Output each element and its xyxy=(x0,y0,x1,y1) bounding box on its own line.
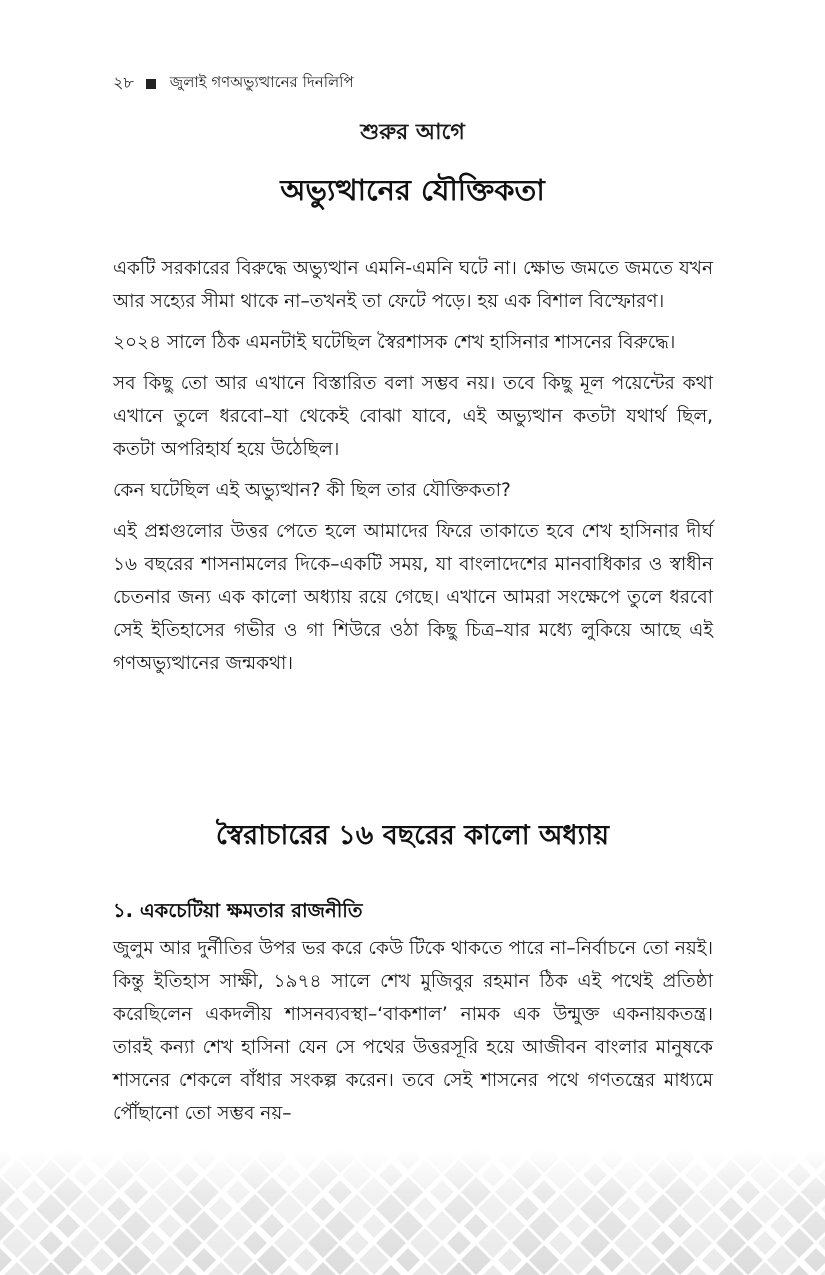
running-head xyxy=(113,70,354,97)
paragraph: সব কিছু তো আর এখানে বিস্তারিত বলা সম্ভব নয়। তবে কিছু মূল পয়েন্টের কথা এখানে তুলে ধরবো–যা থেকেই বোঝা যাবে, এই অভ্যুত্থান কতটা যথার্থ ছিল, কতটা অপরিহার্য হয়ে উঠেছিল। xyxy=(113,373,713,460)
paragraph: এই প্রশ্নগুলোর উত্তর পেতে হলে আমাদের ফিরে তাকাতে হবে শেখ হাসিনার দীর্ঘ ১৬ বছরের শাসনামলের দিকে–একটি সময়, যা বাংলাদেশের মানবাধিকার ও স্বাধীন চেতনার জন্য এক কালো অধ্যায় রয়ে গেছে। এখানে আমরা সংক্ষেপে তুলে ধরবো সেই ইতিহাসের গভীর ও গা শিউরে ওঠা কিছু চিত্র–যার মধ্যে লুকিয়ে আছে এই গণঅভ্যুত্থানের জন্মকথা। xyxy=(113,521,713,674)
chapter-subheading: ১. একচেটিয়া ক্ষমতার রাজনীতি xyxy=(113,899,363,922)
decorative-diamond-pattern xyxy=(0,1150,825,1275)
square-bullet-icon xyxy=(146,79,156,89)
paragraph: ২০২৪ সালে ঠিক এমনটাই ঘটেছিল স্বৈরশাসক শেখ হাসিনার শাসনের বিরুদ্ধে। xyxy=(113,332,676,353)
section-body xyxy=(113,252,713,688)
paragraph: একটি সরকারের বিরুদ্ধে অভ্যুত্থান এমনি-এমনি ঘটে না। ক্ষোভ জমতে জমতে যখন আর সহ্যের সীমা থাকে না–তখনই তা ফেটে পড়ে। হয় এক বিশাল বিস্ফোরণ। xyxy=(113,258,713,312)
chapter-title: স্বৈরাচারের ১৬ বছরের কালো অধ্যায় xyxy=(215,820,610,851)
page-number: ২৮ xyxy=(113,73,134,92)
chapter-body xyxy=(113,932,713,1138)
section-title: অভ্যুত্থানের যৌক্তিকতা xyxy=(280,173,545,207)
paragraph: জুলুম আর দুর্নীতির উপর ভর করে কেউ টিকে থাকতে পারে না–নির্বাচনে তো নয়ই। কিন্তু ইতিহাস সাক্ষী, ১৯৭৪ সালে শেখ মুজিবুর রহমান ঠিক এই পথেই প্রতিষ্ঠা করেছিলেন একদলীয় শাসনব্যবস্থা–‘বাকশাল’ নামক এক উন্মুক্ত একনায়কতন্ত্র। তারই কন্যা শেখ হাসিনা যেন সে পথের উত্তরসূরি হয়ে আজীবন বাংলার মানুষকে শাসনের শেকলে বাঁধার সংকল্প করেন। তবে সেই শাসনের পথে গণতন্ত্রের মাধ্যমে পৌঁছানো তো সম্ভব নয়– xyxy=(113,938,713,1124)
section-kicker: শুরুর আগে xyxy=(360,120,465,145)
book-title: জুলাই গণঅভ্যুত্থানের দিনলিপি xyxy=(169,73,354,91)
paragraph: কেন ঘটেছিল এই অভ্যুত্থান? কী ছিল তার যৌক্তিকতা? xyxy=(113,480,511,501)
